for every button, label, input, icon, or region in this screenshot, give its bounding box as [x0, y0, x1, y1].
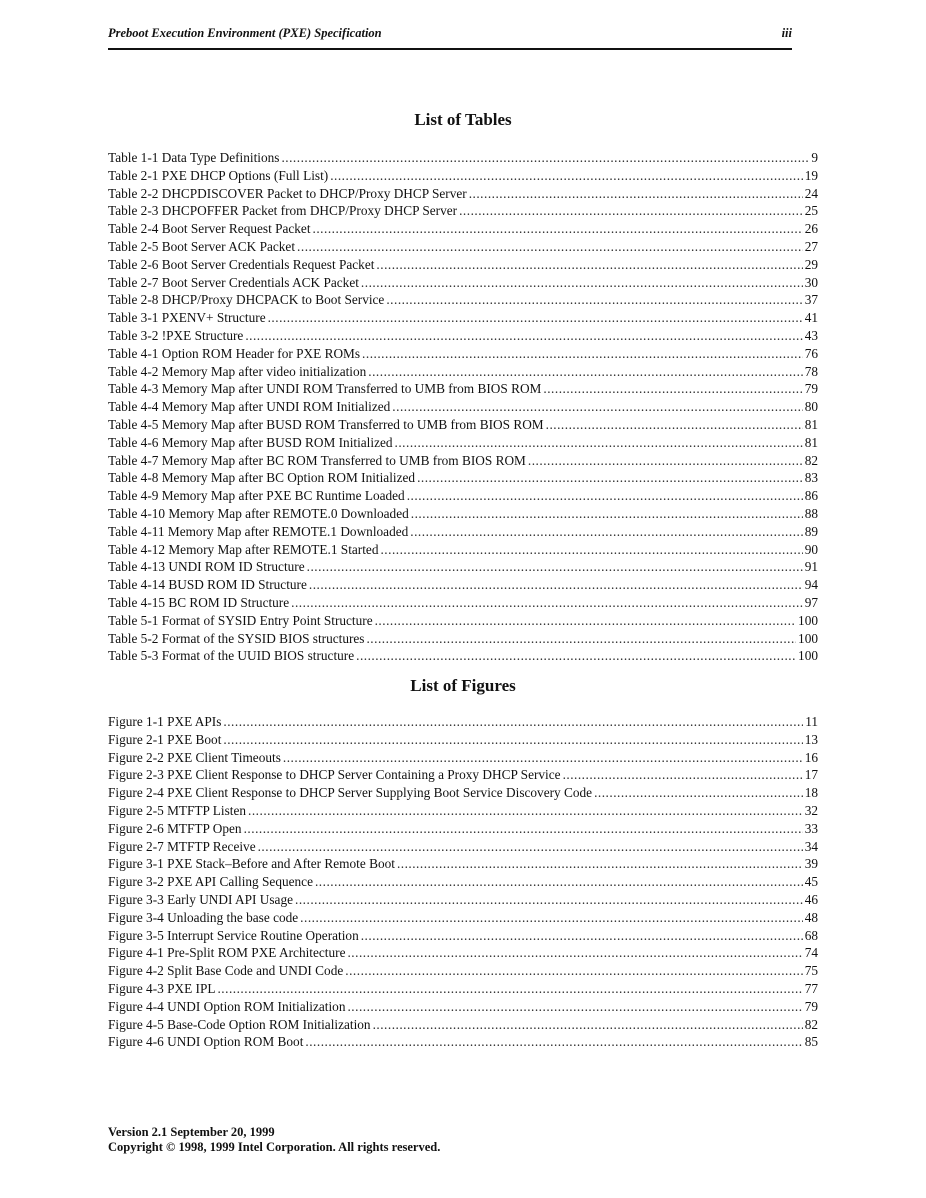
figure-entry[interactable]: [108, 998, 818, 1016]
table-entry-page: 79: [804, 381, 818, 397]
figure-entry-page: 39: [804, 856, 818, 872]
table-entry-label: Table 4-11 Memory Map after REMOTE.1 Downloaded: [108, 523, 409, 539]
table-entry-page: 19: [804, 167, 818, 183]
table-entry-page: 78: [804, 363, 818, 379]
table-entry[interactable]: [108, 434, 818, 452]
dot-leader: [315, 873, 803, 891]
table-entry[interactable]: [108, 149, 818, 167]
table-entry[interactable]: [108, 594, 818, 612]
table-entry-label: Table 4-1 Option ROM Header for PXE ROMs: [108, 345, 361, 361]
dot-leader: [281, 149, 809, 167]
table-entry[interactable]: [108, 274, 818, 292]
table-entry-label: Table 2-6 Boot Server Credentials Request Packet: [108, 256, 375, 272]
table-entry-page: 97: [804, 594, 818, 610]
figure-entry[interactable]: [108, 749, 818, 767]
table-entry-page: 94: [804, 577, 818, 593]
table-entry[interactable]: [108, 185, 818, 203]
dot-leader: [361, 927, 803, 945]
table-entry[interactable]: [108, 487, 818, 505]
table-entry-page: 81: [804, 416, 818, 432]
table-entry-label: Table 4-8 Memory Map after BC Option ROM Initialized: [108, 470, 416, 486]
dot-leader: [307, 558, 803, 576]
table-entry-label: Table 4-7 Memory Map after BC ROM Transferred to UMB from BIOS ROM: [108, 452, 526, 468]
table-entry[interactable]: [108, 612, 818, 630]
figure-entry-label: Figure 4-5 Base-Code Option ROM Initialization: [108, 1016, 371, 1032]
dot-leader: [361, 274, 803, 292]
figure-entry-page: 45: [804, 874, 818, 890]
table-entry-label: Table 1-1 Data Type Definitions: [108, 150, 280, 165]
dot-leader: [563, 766, 803, 784]
dot-leader: [345, 962, 802, 980]
table-entry-page: 29: [804, 256, 818, 272]
figure-entry[interactable]: [108, 1033, 818, 1051]
table-entry[interactable]: [108, 558, 818, 576]
figure-entry-label: Figure 2-4 PXE Client Response to DHCP Server Supplying Boot Service Discovery Code: [108, 785, 593, 801]
dot-leader: [347, 998, 802, 1016]
figure-entry-label: Figure 2-7 MTFTP Receive: [108, 838, 256, 854]
table-entry[interactable]: [108, 309, 818, 327]
figure-entry-label: Figure 4-4 UNDI Option ROM Initialization: [108, 998, 346, 1014]
table-entry-label: Table 2-4 Boot Server Request Packet: [108, 221, 311, 237]
dot-leader: [392, 398, 802, 416]
table-entry[interactable]: [108, 256, 818, 274]
figure-entry[interactable]: [108, 891, 818, 909]
figure-entry-page: 18: [804, 785, 818, 801]
dot-leader: [330, 167, 803, 185]
figure-entry[interactable]: [108, 927, 818, 945]
dot-leader: [386, 291, 802, 309]
table-entry-label: Table 4-5 Memory Map after BUSD ROM Transferred to UMB from BIOS ROM: [108, 416, 544, 432]
table-entry[interactable]: [108, 202, 818, 220]
dot-leader: [248, 802, 803, 820]
figure-entry-page: 32: [804, 802, 818, 818]
footer: [108, 1125, 440, 1155]
table-entry[interactable]: [108, 541, 818, 559]
table-entry-page: 89: [804, 523, 818, 539]
table-entry-label: Table 4-4 Memory Map after UNDI ROM Initialized: [108, 399, 391, 415]
figure-entry[interactable]: [108, 838, 818, 856]
dot-leader: [347, 944, 802, 962]
dot-leader: [543, 380, 802, 398]
figure-entry[interactable]: [108, 962, 818, 980]
table-entry-page: 100: [798, 612, 818, 628]
figure-entry-page: 68: [804, 927, 818, 943]
page-number: iii: [781, 26, 792, 40]
figure-entry-page: 16: [804, 749, 818, 765]
figure-entry-label: Figure 3-5 Interrupt Service Routine Operation: [108, 927, 359, 943]
dot-leader: [362, 345, 803, 363]
figure-entry-page: 34: [804, 838, 818, 854]
figure-entry-page: 75: [804, 963, 818, 979]
running-header: [108, 26, 792, 50]
version-line: Version 2.1 September 20, 1999: [108, 1125, 275, 1139]
dot-leader: [373, 1016, 803, 1034]
table-entry[interactable]: [108, 398, 818, 416]
table-entry-page: 37: [804, 292, 818, 308]
figures-list: [108, 713, 818, 1051]
table-entry-label: Table 4-2 Memory Map after video initialization: [108, 363, 367, 379]
table-entry-label: Table 2-8 DHCP/Proxy DHCPACK to Boot Service: [108, 292, 385, 308]
table-entry-label: Table 5-3 Format of the UUID BIOS structure: [108, 648, 355, 664]
table-entry[interactable]: [108, 523, 818, 541]
copyright-line: Copyright © 1998, 1999 Intel Corporation. All rights reserved.: [108, 1140, 441, 1154]
table-entry[interactable]: [108, 345, 818, 363]
table-entry-page: 43: [804, 327, 818, 343]
table-entry-page: 80: [804, 399, 818, 415]
dot-leader: [395, 434, 803, 452]
table-entry[interactable]: [108, 363, 818, 381]
dot-leader: [295, 891, 803, 909]
dot-leader: [300, 909, 803, 927]
table-entry-label: Table 2-2 DHCPDISCOVER Packet to DHCP/Proxy DHCP Server: [108, 185, 467, 201]
table-entry-label: Table 4-13 UNDI ROM ID Structure: [108, 559, 305, 575]
list-of-tables-title: List of Tables: [414, 110, 512, 129]
table-entry[interactable]: [108, 220, 818, 238]
dot-leader: [291, 594, 803, 612]
dot-leader: [297, 238, 803, 256]
figure-entry-page: 85: [804, 1034, 818, 1050]
table-entry-label: Table 4-12 Memory Map after REMOTE.1 Started: [108, 541, 379, 557]
dot-leader: [223, 713, 803, 731]
dot-leader: [217, 980, 802, 998]
table-entry-label: Table 2-5 Boot Server ACK Packet: [108, 238, 296, 254]
dot-leader: [417, 469, 803, 487]
dot-leader: [258, 838, 803, 856]
figure-entry[interactable]: [108, 820, 818, 838]
figure-entry-label: Figure 2-5 MTFTP Listen: [108, 802, 247, 818]
figure-entry-page: 33: [804, 820, 818, 836]
dot-leader: [375, 612, 796, 630]
table-entry-label: Table 4-3 Memory Map after UNDI ROM Transferred to UMB from BIOS ROM: [108, 381, 542, 397]
dot-leader: [366, 630, 796, 648]
table-entry[interactable]: [108, 416, 818, 434]
table-entry-label: Table 2-7 Boot Server Credentials ACK Packet: [108, 274, 359, 290]
table-entry-page: 100: [798, 630, 818, 646]
figure-entry-label: Figure 2-6 MTFTP Open: [108, 820, 242, 836]
table-entry-label: Table 2-1 PXE DHCP Options (Full List): [108, 167, 329, 183]
header-title: Preboot Execution Environment (PXE) Specification: [108, 26, 382, 40]
table-entry-page: 86: [804, 488, 818, 504]
figure-entry[interactable]: [108, 855, 818, 873]
table-entry-page: 30: [804, 274, 818, 290]
dot-leader: [594, 784, 803, 802]
figure-entry-page: 77: [804, 980, 818, 996]
dot-leader: [459, 202, 803, 220]
dot-leader: [313, 220, 803, 238]
figure-entry-label: Figure 4-6 UNDI Option ROM Boot: [108, 1034, 304, 1050]
table-entry[interactable]: [108, 291, 818, 309]
figure-entry[interactable]: [108, 1016, 818, 1034]
table-entry-page: 25: [804, 203, 818, 219]
table-entry-label: Table 5-2 Format of the SYSID BIOS structures: [108, 630, 365, 646]
figure-entry[interactable]: [108, 713, 818, 731]
table-entry-page: 88: [804, 505, 818, 521]
figure-entry-page: 48: [804, 909, 818, 925]
figure-entry-label: Figure 1-1 PXE APIs: [108, 714, 222, 729]
table-entry[interactable]: [108, 576, 818, 594]
dot-leader: [368, 363, 802, 381]
dot-leader: [397, 855, 803, 873]
table-entry[interactable]: [108, 630, 818, 648]
table-entry-label: Table 4-10 Memory Map after REMOTE.0 Downloaded: [108, 505, 409, 521]
dot-leader: [407, 487, 803, 505]
dot-leader: [380, 541, 802, 559]
table-entry-label: Table 5-1 Format of SYSID Entry Point Structure: [108, 612, 373, 628]
table-entry-page: 9: [811, 150, 818, 165]
list-of-figures-title: List of Figures: [410, 676, 516, 695]
figure-entry-label: Figure 4-3 PXE IPL: [108, 980, 216, 996]
table-entry-page: 41: [804, 310, 818, 326]
table-entry-label: Table 4-6 Memory Map after BUSD ROM Initialized: [108, 434, 393, 450]
table-entry[interactable]: [108, 167, 818, 185]
table-entry-page: 100: [798, 648, 818, 664]
figure-entry-page: 13: [804, 731, 818, 747]
dot-leader: [245, 327, 802, 345]
dot-leader: [528, 452, 803, 470]
table-entry[interactable]: [108, 380, 818, 398]
figure-entry-page: 46: [804, 891, 818, 907]
table-entry-page: 90: [804, 541, 818, 557]
dot-leader: [356, 647, 796, 665]
table-entry-page: 27: [804, 238, 818, 254]
table-entry-page: 24: [804, 185, 818, 201]
tables-list: [108, 149, 818, 665]
figure-entry-label: Figure 3-2 PXE API Calling Sequence: [108, 874, 313, 890]
dot-leader: [244, 820, 803, 838]
table-entry[interactable]: [108, 327, 818, 345]
table-entry-label: Table 4-15 BC ROM ID Structure: [108, 594, 290, 610]
figure-entry-page: 11: [805, 714, 818, 729]
figure-entry-label: Figure 2-1 PXE Boot: [108, 731, 222, 747]
table-entry-label: Table 2-3 DHCPOFFER Packet from DHCP/Proxy DHCP Server: [108, 203, 458, 219]
dot-leader: [268, 309, 803, 327]
dot-leader: [411, 505, 803, 523]
dot-leader: [283, 749, 803, 767]
table-entry-page: 26: [804, 221, 818, 237]
dot-leader: [223, 731, 802, 749]
figure-entry-label: Figure 2-3 PXE Client Response to DHCP Server Containing a Proxy DHCP Service: [108, 767, 561, 783]
table-entry-page: 82: [804, 452, 818, 468]
figure-entry-label: Figure 3-3 Early UNDI API Usage: [108, 891, 294, 907]
dot-leader: [309, 576, 803, 594]
table-entry-label: Table 3-1 PXENV+ Structure: [108, 310, 266, 326]
figure-entry[interactable]: [108, 731, 818, 749]
figure-entry[interactable]: [108, 784, 818, 802]
table-entry-page: 83: [804, 470, 818, 486]
dot-leader: [376, 256, 802, 274]
figure-entry-page: 17: [804, 767, 818, 783]
table-entry-label: Table 4-9 Memory Map after PXE BC Runtime Loaded: [108, 488, 405, 504]
table-entry[interactable]: [108, 452, 818, 470]
figure-entry-page: 82: [804, 1016, 818, 1032]
figure-entry[interactable]: [108, 802, 818, 820]
table-entry[interactable]: [108, 238, 818, 256]
figure-entry-label: Figure 3-1 PXE Stack–Before and After Remote Boot: [108, 856, 395, 872]
figure-entry-label: Figure 4-2 Split Base Code and UNDI Code: [108, 963, 344, 979]
table-entry[interactable]: [108, 505, 818, 523]
figure-entry-page: 74: [804, 945, 818, 961]
figure-entry[interactable]: [108, 980, 818, 998]
figure-entry[interactable]: [108, 909, 818, 927]
figure-entry-label: Figure 4-1 Pre-Split ROM PXE Architecture: [108, 945, 346, 961]
table-entry-page: 81: [804, 434, 818, 450]
figure-entry-label: Figure 2-2 PXE Client Timeouts: [108, 749, 281, 765]
table-entry-label: Table 3-2 !PXE Structure: [108, 327, 244, 343]
table-entry[interactable]: [108, 469, 818, 487]
table-entry-page: 76: [804, 345, 818, 361]
figure-entry-page: 79: [804, 998, 818, 1014]
dot-leader: [469, 185, 803, 203]
figure-entry[interactable]: [108, 766, 818, 784]
figure-entry-label: Figure 3-4 Unloading the base code: [108, 909, 299, 925]
table-entry-label: Table 4-14 BUSD ROM ID Structure: [108, 577, 307, 593]
dot-leader: [305, 1033, 802, 1051]
dot-leader: [410, 523, 802, 541]
figure-entry[interactable]: [108, 873, 818, 891]
figure-entry[interactable]: [108, 944, 818, 962]
table-entry-page: 91: [804, 559, 818, 575]
dot-leader: [546, 416, 803, 434]
table-entry[interactable]: [108, 647, 818, 665]
